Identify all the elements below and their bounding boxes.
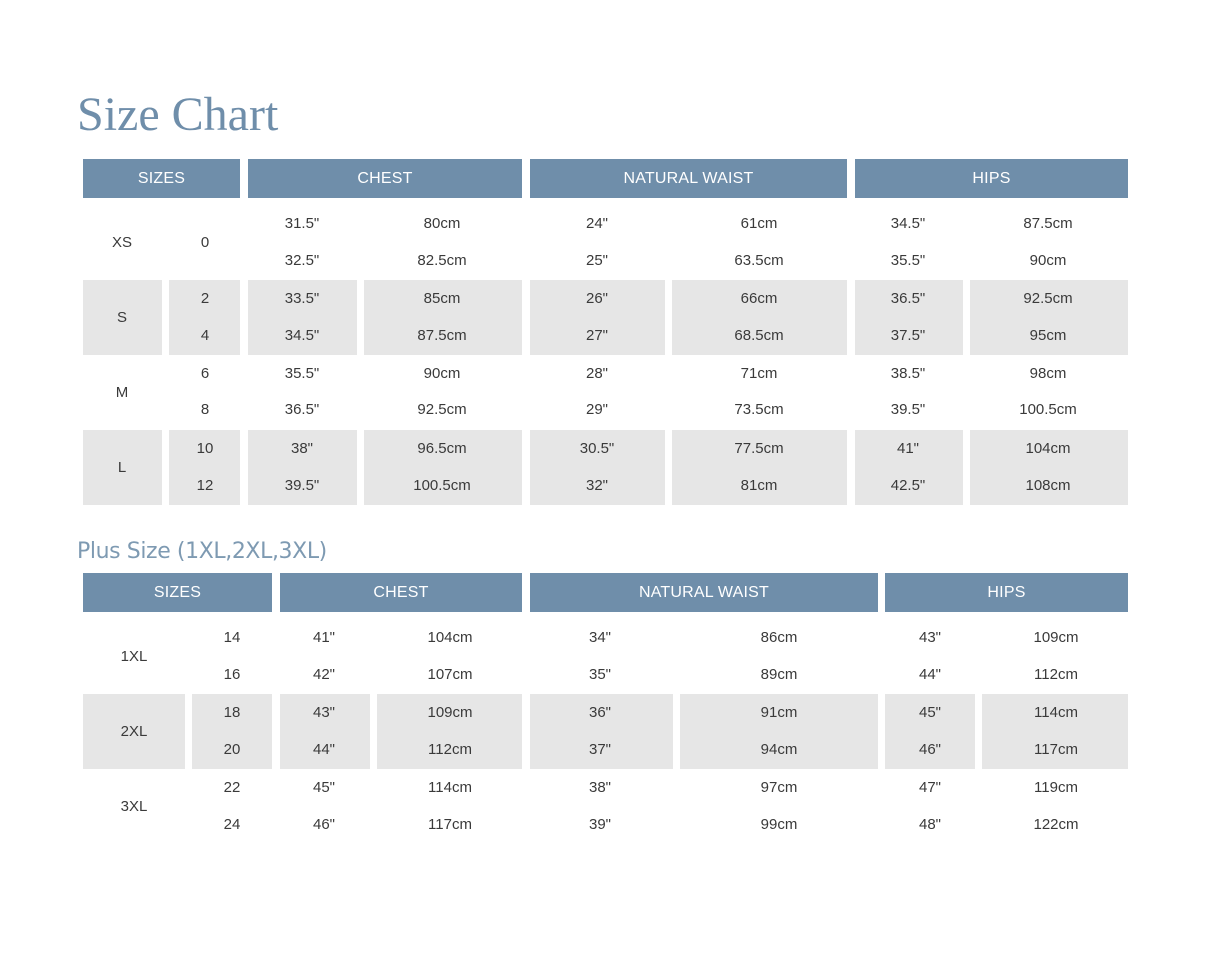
plus-header-natural-waist: NATURAL WAIST [530,573,878,612]
plus-hips-cm: 109cm [1033,629,1079,646]
plus-waist-cm: 99cm [760,816,798,833]
standard-chest-in: 32.5" [284,252,320,269]
standard-waist-in: 24" [585,215,609,232]
standard-hips-cm: 92.5cm [1023,290,1073,307]
standard-waist-cm: 66cm [740,290,778,307]
standard-hips-cm: 90cm [1029,252,1067,269]
standard-chest-cm: 100.5cm [413,477,471,494]
standard-hips-cm: 95cm [1029,327,1067,344]
standard-hips-in: 39.5" [890,401,926,418]
standard-chest-cm: 92.5cm [417,401,467,418]
plus-waist-cm: 97cm [760,779,798,796]
plus-chest-in: 43" [312,704,336,721]
plus-waist-cm: 86cm [760,629,798,646]
standard-hips-in: 35.5" [890,252,926,269]
standard-waist-cm: 63.5cm [734,252,784,269]
plus-size-label: 2XL [120,722,148,740]
standard-size-number: 10 [196,440,214,457]
plus-hips-in: 45" [918,704,942,721]
standard-waist-cm: 71cm [740,365,778,382]
plus-size-title: Plus Size (1XL,2XL,3XL) [77,539,327,564]
standard-waist-in: 27" [585,327,609,344]
standard-hips-cm: 104cm [1025,440,1071,457]
plus-chest-in: 42" [312,666,336,683]
standard-size-number: 12 [196,477,214,494]
standard-chest-cm: 87.5cm [417,327,467,344]
standard-hips-in: 42.5" [890,477,926,494]
standard-waist-in: 32" [585,477,609,494]
standard-hips-in: 38.5" [890,365,926,382]
plus-chest-cm: 107cm [427,666,473,683]
plus-chest-in: 46" [312,816,336,833]
standard-size-number: 4 [200,327,210,344]
standard-size-number: 6 [200,365,210,382]
standard-waist-cm: 61cm [740,215,778,232]
standard-hips-in: 34.5" [890,215,926,232]
standard-size-number: 0 [200,233,210,251]
plus-chest-cm: 112cm [428,741,472,758]
standard-chest-cm: 96.5cm [417,440,467,457]
standard-waist-cm: 81cm [740,477,778,494]
plus-chest-cm: 114cm [428,779,472,796]
plus-size-number: 24 [223,816,241,833]
plus-waist-in: 34" [588,629,612,646]
plus-waist-in: 37" [588,741,612,758]
standard-chest-cm: 82.5cm [417,252,467,269]
page-title: Size Chart [77,88,279,141]
plus-size-number: 14 [223,629,241,646]
plus-waist-cm: 91cm [760,704,798,721]
plus-size-number: 22 [223,779,241,796]
plus-waist-in: 36" [588,704,612,721]
plus-hips-in: 46" [918,741,942,758]
standard-size-label: L [117,458,127,476]
plus-hips-cm: 119cm [1034,779,1078,796]
plus-hips-cm: 117cm [1034,741,1078,758]
standard-chest-in: 33.5" [284,290,320,307]
standard-chest-in: 36.5" [284,401,320,418]
plus-header-hips: HIPS [885,573,1128,612]
standard-waist-cm: 73.5cm [734,401,784,418]
plus-size-label: 1XL [120,647,148,665]
plus-size-number: 18 [223,704,241,721]
standard-chest-cm: 90cm [423,365,461,382]
standard-hips-cm: 98cm [1029,365,1067,382]
standard-header-sizes: SIZES [83,159,240,198]
plus-hips-cm: 112cm [1034,666,1078,683]
standard-hips-cm: 87.5cm [1023,215,1073,232]
plus-header-chest: CHEST [280,573,522,612]
plus-hips-in: 47" [918,779,942,796]
standard-waist-cm: 68.5cm [734,327,784,344]
standard-waist-in: 26" [585,290,609,307]
plus-hips-in: 44" [918,666,942,683]
plus-waist-in: 39" [588,816,612,833]
standard-hips-in: 41" [896,440,920,457]
standard-waist-in: 30.5" [579,440,615,457]
standard-header-hips: HIPS [855,159,1128,198]
standard-waist-in: 28" [585,365,609,382]
standard-header-natural-waist: NATURAL WAIST [530,159,847,198]
standard-chest-in: 31.5" [284,215,320,232]
standard-hips-cm: 108cm [1025,477,1071,494]
plus-chest-in: 45" [312,779,336,796]
standard-waist-cm: 77.5cm [734,440,784,457]
standard-size-label: S [116,308,128,326]
plus-chest-cm: 109cm [427,704,473,721]
standard-size-number: 2 [200,290,210,307]
standard-chest-cm: 85cm [423,290,461,307]
standard-size-label: XS [111,233,133,251]
standard-chest-in: 34.5" [284,327,320,344]
standard-chest-in: 39.5" [284,477,320,494]
plus-hips-cm: 114cm [1034,704,1078,721]
standard-waist-in: 29" [585,401,609,418]
standard-chest-in: 35.5" [284,365,320,382]
plus-waist-cm: 89cm [760,666,798,683]
standard-hips-cm: 100.5cm [1019,401,1077,418]
plus-size-label: 3XL [120,797,148,815]
plus-chest-cm: 117cm [428,816,472,833]
standard-chest-cm: 80cm [423,215,461,232]
plus-hips-in: 43" [918,629,942,646]
standard-size-number: 8 [200,401,210,418]
plus-chest-in: 41" [312,629,336,646]
plus-waist-in: 35" [588,666,612,683]
plus-header-sizes: SIZES [83,573,272,612]
plus-waist-cm: 94cm [760,741,798,758]
standard-chest-in: 38" [290,440,314,457]
plus-chest-in: 44" [312,741,336,758]
plus-size-number: 20 [223,741,241,758]
standard-header-chest: CHEST [248,159,522,198]
standard-hips-in: 36.5" [890,290,926,307]
standard-size-label: M [115,383,129,401]
plus-hips-in: 48" [918,816,942,833]
standard-hips-in: 37.5" [890,327,926,344]
plus-waist-in: 38" [588,779,612,796]
plus-chest-cm: 104cm [427,629,473,646]
plus-hips-cm: 122cm [1033,816,1079,833]
standard-waist-in: 25" [585,252,609,269]
plus-size-number: 16 [223,666,241,683]
